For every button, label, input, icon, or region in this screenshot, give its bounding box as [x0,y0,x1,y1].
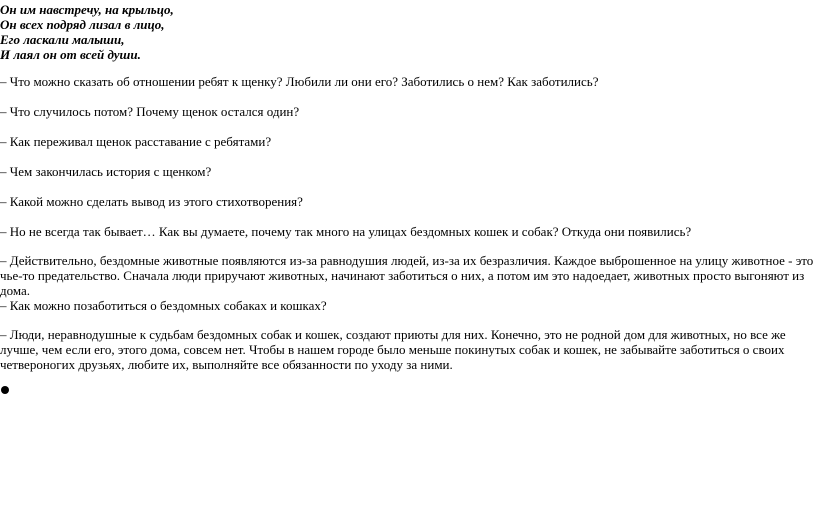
question-conclusion: – Какой можно сделать вывод из этого стихотворения? [0,194,303,209]
question-puppy-feelings: – Как переживал щенок расставание с ребятами? [0,134,272,149]
question-what-happened: – Что случилось потом? Почему щенок остался один? [0,104,300,119]
question-story-ending: – Чем закончилась история с щенком? [0,164,212,179]
poem-line-2: Он всех подряд лизал в лицо, [0,17,165,32]
poem-stanza [0,2,174,62]
poem-line-1: Он им навстречу, на крыльцо, [0,2,174,17]
answer-shelters: – Люди, неравнодушные к судьбам бездомных собак и кошек, создают приюты для них. Конечно, это не родной дом для животных, но все же лучше, чем если его, этого дома, совсем нет. Чтобы в нашем городе было меньше покинутых собак и кошек, не забывайте заботиться о своих четвероногих друзьях, любите их, выполняйте все обязанности по уходу за ними. [0,327,786,372]
question-homeless-animals: – Но не всегда так бывает… Как вы думаете, почему так много на улицах бездомных кошек и собак? Откуда они появились? [0,224,692,239]
question-attitude: – Что можно сказать об отношении ребят к щенку? Любили ли они его? Заботились о нем? Как заботились? [0,74,599,89]
poem-line-3: Его ласкали малыши, [0,32,125,47]
question-how-to-care: – Как можно позаботиться о бездомных собаках и кошках? [0,298,327,313]
answer-indifference: – Действительно, бездомные животные появляются из-за равнодушия людей, из-за их безразличия. Каждое выброшенное на улицу животное - это чье-то предательство. Сначала люди приручают животных, начинают заботиться о них, а потом им это надоедает, животных просто выгоняют из дома. [0,253,814,298]
poem-line-4: И лаял он от всей души. [0,47,141,62]
bullet-icon [1,386,9,394]
